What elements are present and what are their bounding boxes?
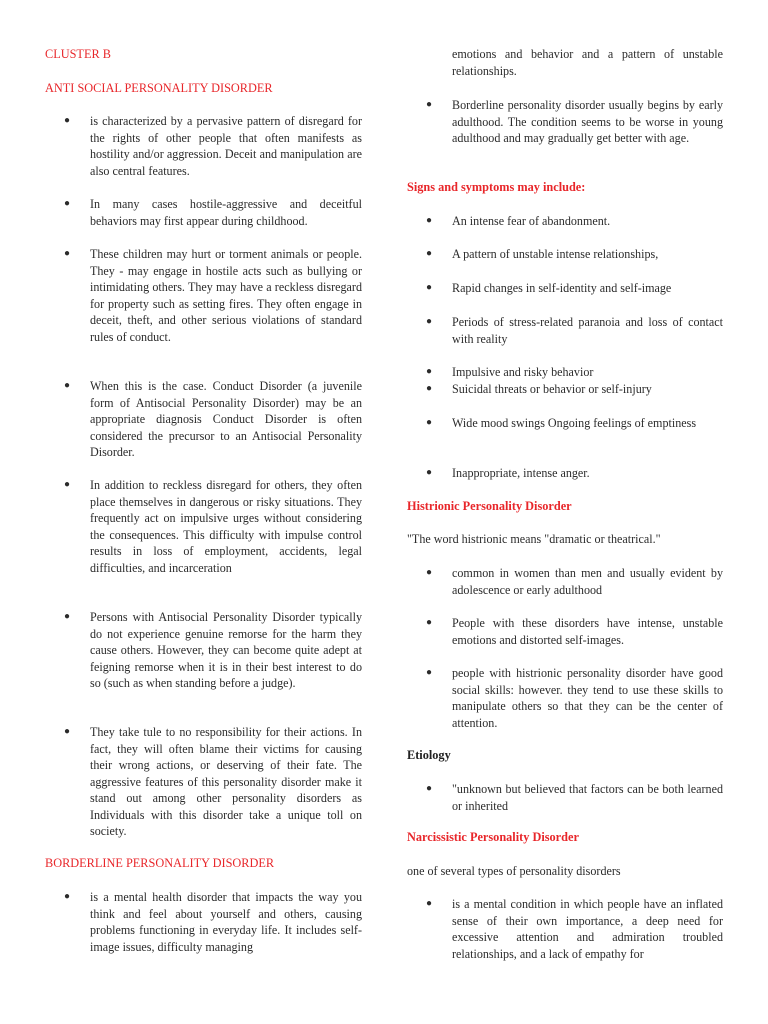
bullet-icon: ● (426, 417, 433, 428)
npd-intro: one of several types of personality disorders (407, 864, 621, 878)
bullet-icon: ● (426, 366, 433, 377)
list-item-text: An intense fear of abandonment. (452, 214, 611, 228)
list-item (407, 781, 723, 814)
list-item (407, 246, 723, 263)
list-item-text: Borderline personality disorder usually begins by early adulthood. The condition seems to be worse in young adulthood and may gradually get better with age. (452, 98, 723, 145)
hpd-intro: "The word histrionic means "dramatic or theatrical." (407, 532, 661, 546)
list-item-text: Rapid changes in self-identity and self-image (452, 281, 672, 295)
list-item (45, 246, 362, 345)
list-item-text: These children may hurt or torment animals or people. They - may engage in hostile acts such as bullying or intimidating others. They may have a reckless disregard for property such as setting fires. They often engage in deceit, theft, and other serious violations of standard rules of conduct. (90, 247, 362, 344)
bullet-icon: ● (426, 467, 433, 478)
list-item (407, 213, 723, 230)
list-item (45, 609, 362, 692)
bullet-icon: ● (426, 99, 433, 110)
list-item-text: In many cases hostile-aggressive and deceitful behaviors may first appear during childhood. (90, 197, 362, 228)
list-item-text: people with histrionic personality disorder have good social skills: however. they tend to use these skills to manipulate others so that they can be the center of attention. (452, 666, 723, 730)
list-item (45, 477, 362, 576)
list-item-continued (407, 46, 723, 79)
bullet-icon: ● (64, 198, 71, 209)
bullet-icon: ● (64, 611, 71, 622)
list-item-text: Periods of stress-related paranoia and loss of contact with reality (452, 315, 723, 346)
list-item-text: Suicidal threats or behavior or self-injury (452, 382, 652, 396)
list-item-text: Wide mood swings Ongoing feelings of emptiness (452, 416, 697, 430)
list-item-text: Inappropriate, intense anger. (452, 466, 590, 480)
bullet-icon: ● (426, 316, 433, 327)
bullet-icon: ● (426, 215, 433, 226)
bullet-icon: ● (426, 667, 433, 678)
list-item (45, 378, 362, 461)
list-item (407, 314, 723, 347)
bullet-icon: ● (64, 479, 71, 490)
list-item (407, 97, 723, 147)
aspd-heading: ANTI SOCIAL PERSONALITY DISORDER (45, 81, 273, 95)
list-item (407, 465, 723, 482)
bullet-icon: ● (64, 891, 71, 902)
list-item-text: When this is the case. Conduct Disorder (a juvenile form of Antisocial Personality Disorder) may be an appropriate diagnosis Conduct Disorder is often considered the precursor to an Antisocial Personality Disorder. (90, 379, 362, 459)
list-item-text: People with these disorders have intense, unstable emotions and distorted self-images. (452, 616, 723, 647)
bpd-heading: BORDERLINE PERSONALITY DISORDER (45, 856, 275, 870)
bullet-icon: ● (64, 380, 71, 391)
bullet-icon: ● (426, 898, 433, 909)
list-item (407, 364, 723, 381)
bullet-icon: ● (426, 783, 433, 794)
list-item (407, 565, 723, 598)
list-item (407, 896, 723, 962)
signs-heading: Signs and symptoms may include: (407, 180, 586, 194)
list-item (407, 665, 723, 731)
hpd-heading: Histrionic Personality Disorder (407, 499, 572, 513)
bullet-icon: ● (426, 282, 433, 293)
bullet-icon: ● (426, 567, 433, 578)
list-item-text: is a mental condition in which people have an inflated sense of their own importance, a deep need for excessive attention and admiration troubled relationships, and a lack of empathy for (452, 897, 723, 961)
list-item (407, 280, 723, 297)
bullet-icon: ● (426, 617, 433, 628)
bullet-icon: ● (64, 726, 71, 737)
bullet-icon: ● (64, 248, 71, 259)
npd-heading: Narcissistic Personality Disorder (407, 830, 579, 844)
etiology-heading: Etiology (407, 748, 451, 762)
list-item-text: is characterized by a pervasive pattern of disregard for the rights of other people that often manifests as hostility and/or aggression. Deceit and manipulation are also central features. (90, 114, 362, 178)
list-item-text: emotions and behavior and a pattern of unstable relationships. (452, 47, 723, 78)
bullet-icon: ● (64, 115, 71, 126)
list-item (45, 889, 362, 955)
list-item-text: "unknown but believed that factors can be both learned or inherited (452, 782, 723, 813)
list-item-text: In addition to reckless disregard for others, they often place themselves in dangerous or risky situations. They frequently act on impulsive urges without considering the consequences. This difficulty with impulse control results in loss of employment, accidents, legal difficulties, and incarceration (90, 478, 362, 575)
list-item-text: is a mental health disorder that impacts the way you think and feel about yourself and others, causing problems functioning in everyday life. It includes self-image issues, difficulty managing (90, 890, 362, 954)
list-item-text: Impulsive and risky behavior (452, 365, 594, 379)
list-item (407, 615, 723, 648)
list-item (45, 196, 362, 229)
list-item-text: Persons with Antisocial Personality Disorder typically do not experience genuine remorse for the harm they cause others. However, they can become quite adept at feigning remorse when it is in their best interest to do so (such as when standing before a judge). (90, 610, 362, 690)
bullet-icon: ● (426, 248, 433, 259)
list-item-text: A pattern of unstable intense relationships, (452, 247, 659, 261)
bullet-icon: ● (426, 383, 433, 394)
cluster-heading: CLUSTER B (45, 47, 111, 61)
list-item-text: They take tule to no responsibility for their actions. In fact, they will often blame their victims for causing their wrong actions, or deserving of their fate. The aggressive features of this personality disorder make it stand out among other personality disorders as Individuals with this disorder take a unique toll on society. (90, 725, 362, 838)
list-item-text: common in women than men and usually evident by adolescence or early adulthood (452, 566, 723, 597)
list-item (45, 113, 362, 179)
list-item (407, 381, 723, 398)
list-item (407, 415, 723, 432)
list-item (45, 724, 362, 840)
